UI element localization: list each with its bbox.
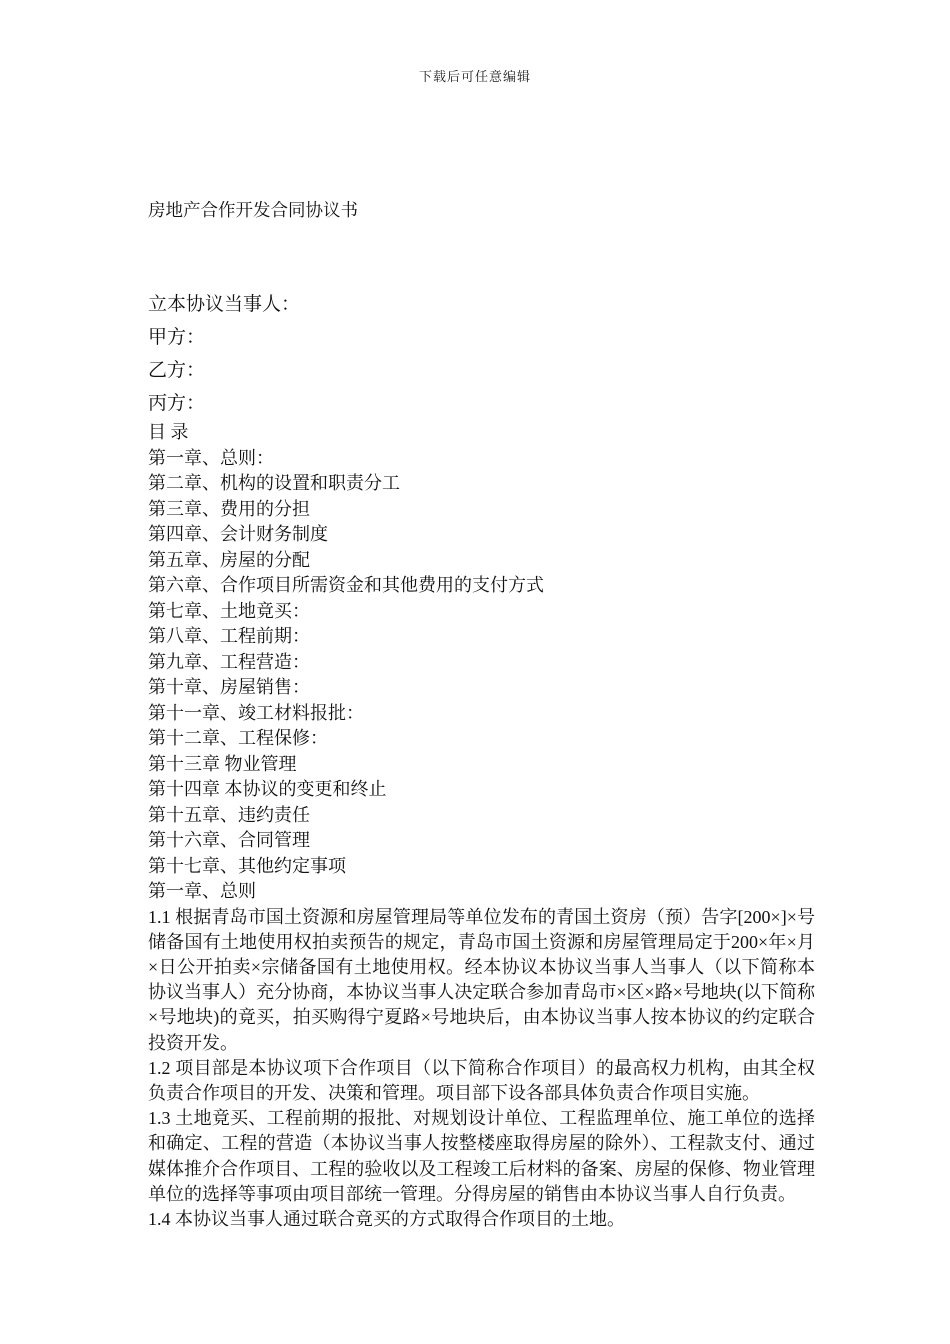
document-body (148, 288, 815, 1232)
toc-item: 第十四章 本协议的变更和终止 (148, 779, 387, 799)
toc-item: 第十一章、竣工材料报批： (148, 702, 364, 723)
toc-item: 第二章、机构的设置和职责分工 (148, 473, 400, 493)
toc-item: 第十三章 物业管理 (148, 753, 297, 774)
document-title: 房地产合作开发合同协议书 (148, 200, 358, 220)
chapter-1-heading: 第一章、总则 (148, 881, 256, 901)
toc-item: 第四章、会计财务制度 (148, 524, 328, 544)
toc-item: 第九章、工程营造： (148, 651, 310, 672)
toc-item: 第十六章、合同管理 (148, 830, 310, 850)
toc-heading: 目 录 (148, 422, 189, 442)
clause-1-2: 1.2 项目部是本协议项下合作项目（以下简称合作项目）的最高权力机构，由其全权负责合作项目的开发、决策和管理。项目部下设各部具体负责合作项目实施。 (148, 1057, 815, 1103)
toc-item: 第五章、房屋的分配 (148, 549, 310, 570)
toc-item: 第六章、合作项目所需资金和其他费用的支付方式 (148, 575, 544, 595)
toc-item: 第十二章、工程保修： (148, 728, 328, 748)
toc-item: 第十七章、其他约定事项 (148, 855, 346, 876)
party-b-line: 乙方： (148, 360, 206, 381)
toc-item: 第八章、工程前期： (148, 626, 310, 646)
intro-line: 立本协议当事人： (148, 294, 301, 315)
header-note: 下载后可任意编辑 (418, 69, 531, 84)
party-c-line: 丙方： (148, 393, 206, 414)
toc-item: 第三章、费用的分担 (148, 498, 310, 519)
toc-item: 第一章、总则： (148, 447, 274, 468)
party-a-line: 甲方： (148, 327, 206, 348)
clause-1-4: 1.4 本协议当事人通过联合竟买的方式取得合作项目的土地。 (148, 1208, 625, 1229)
clause-1-3: 1.3 土地竟买、工程前期的报批、对规划设计单位、工程监理单位、施工单位的选择和确定、工程的营造（本协议当事人按整楼座取得房屋的除外）、工程款支付、通过媒体推介合作项目、工程的验收以及工程竣工后材料的备案、房屋的保修、物业管理单位的选择等事项由项目部统一管理。分得房屋的销售由本协议当事人自行负责。 (148, 1108, 815, 1204)
clause-1-1: 1.1 根据青岛市国土资源和房屋管理局等单位发布的青国土资房（预）告字[200×]×号储备国有土地使用权拍卖预告的规定，青岛市国土资源和房屋管理局定于200×年×月×日公开拍卖×宗储备国有土地使用权。经本协议本协议当事人当事人（以下简称本协议当事人）充分协商，本协议当事人决定联合参加青岛市×区×路×号地块(以下简称×号地块)的竟买，拍买购得宁夏路×号地块后，由本协议当事人按本协议的约定联合投资开发。 (148, 906, 815, 1053)
toc-item: 第十章、房屋销售： (148, 677, 310, 697)
toc-item: 第七章、土地竟买： (148, 600, 310, 621)
toc-item: 第十五章、违约责任 (148, 804, 310, 825)
